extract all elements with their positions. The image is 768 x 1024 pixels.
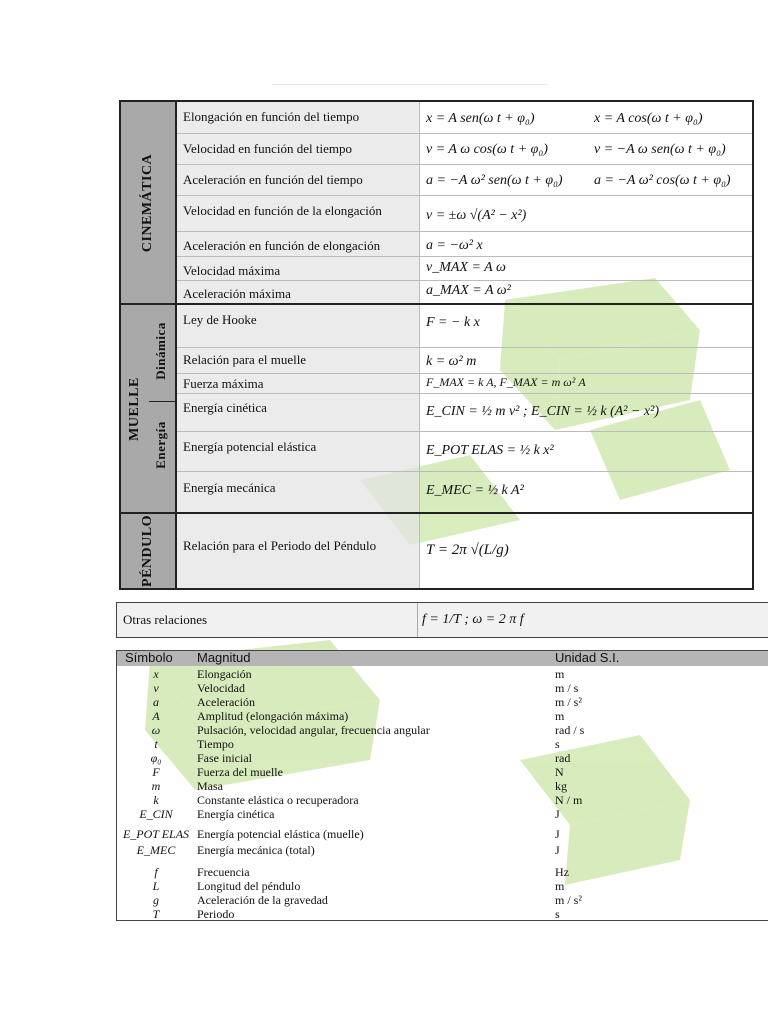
- symbol-row: [117, 681, 768, 695]
- row-label: Velocidad en función de la elongación: [183, 203, 382, 218]
- symbol-cell: E_POT ELAS: [122, 827, 190, 841]
- formula-row: [177, 374, 752, 394]
- symbol-row: [117, 793, 768, 807]
- unit-cell: s: [555, 907, 560, 921]
- formula-row: [177, 305, 752, 348]
- unit-cell: J: [555, 827, 560, 841]
- unit-cell: J: [555, 843, 560, 857]
- subsection-energia: Energía: [153, 421, 168, 469]
- magnitude-cell: Fase inicial: [197, 751, 252, 765]
- symbol-row: [117, 827, 768, 841]
- row-label: Energía cinética: [183, 400, 267, 415]
- row-label: Relación para el Periodo del Péndulo: [183, 538, 377, 553]
- magnitude-cell: Tiempo: [197, 737, 234, 751]
- other-relations: [116, 602, 768, 638]
- symbol-row: [117, 709, 768, 723]
- symbols-table: [116, 650, 768, 921]
- subsection-divider: [149, 401, 177, 402]
- unit-cell: rad: [555, 751, 571, 765]
- formula-row: [177, 394, 752, 432]
- row-label: Aceleración en función del tiempo: [183, 172, 363, 187]
- magnitude-cell: Pulsación, velocidad angular, frecuencia angular: [197, 723, 430, 737]
- symbol-cell: x: [153, 667, 159, 681]
- row-label: Aceleración en función de elongación: [183, 238, 381, 253]
- formula-alt: x = A cos(ω t + φ₀): [594, 111, 703, 126]
- symbol-cell: f: [154, 865, 158, 879]
- symbol-row: [117, 751, 768, 765]
- formula-row: [177, 102, 752, 134]
- formula: x = A sen(ω t + φ₀): [426, 111, 535, 126]
- section-pendulo: [121, 514, 752, 588]
- formula-row: [177, 472, 752, 512]
- magnitude-cell: Frecuencia: [197, 865, 250, 879]
- unit-cell: m / s²: [555, 893, 582, 907]
- formula: E_MEC = ½ k A²: [426, 483, 524, 498]
- formula-alt: v = −A ω sen(ω t + φ₀): [594, 142, 726, 157]
- magnitude-cell: Aceleración: [197, 695, 255, 709]
- formula: a = −ω² x: [426, 238, 483, 253]
- formula-row: [177, 281, 752, 303]
- symbol-row: [117, 865, 768, 879]
- row-label: Fuerza máxima: [183, 376, 264, 391]
- row-label: Energía potencial elástica: [183, 439, 317, 454]
- symbol-cell: F: [152, 765, 160, 779]
- unit-cell: kg: [555, 779, 567, 793]
- row-label: Velocidad máxima: [183, 263, 281, 278]
- header-magnitud: Magnitud: [197, 650, 251, 665]
- section-label: [121, 514, 177, 588]
- other-relations-label: Otras relaciones: [123, 612, 208, 627]
- magnitude-cell: Elongación: [197, 667, 252, 681]
- formula-row: [177, 134, 752, 165]
- unit-cell: s: [555, 737, 560, 751]
- symbol-cell: T: [152, 907, 160, 921]
- row-label: Relación para el muelle: [183, 352, 307, 367]
- magnitude-cell: Amplitud (elongación máxima): [197, 709, 349, 723]
- formula: F_MAX = k A, F_MAX = m ω² A: [426, 375, 586, 389]
- magnitude-cell: Aceleración de la gravedad: [197, 893, 328, 907]
- formula-row: [177, 348, 752, 374]
- unit-cell: m: [555, 667, 565, 681]
- symbol-row: [117, 907, 768, 921]
- header-rule: [272, 84, 548, 85]
- symbol-cell: t: [154, 737, 158, 751]
- other-relations-formula: f = 1/T ; ω = 2 π f: [422, 612, 524, 627]
- formula-alt: a = −A ω² cos(ω t + φ₀): [594, 173, 731, 188]
- magnitude-cell: Masa: [197, 779, 223, 793]
- symbol-row: [117, 893, 768, 907]
- row-label: Aceleración máxima: [183, 286, 291, 301]
- formula: v = A ω cos(ω t + φ₀): [426, 142, 548, 157]
- formula-row: [177, 514, 752, 588]
- section-label: [121, 102, 177, 303]
- symbol-cell: E_MEC: [136, 843, 176, 857]
- symbols-header: [117, 651, 768, 666]
- symbol-cell: m: [151, 779, 161, 793]
- row-label: Velocidad en función del tiempo: [183, 141, 352, 156]
- formula-row: [177, 432, 752, 472]
- formula-row: [177, 232, 752, 257]
- column-divider: [417, 603, 418, 637]
- section-cinematica: [121, 102, 752, 305]
- symbol-row: [117, 695, 768, 709]
- symbol-cell: φ₀: [150, 751, 162, 765]
- symbol-cell: ω: [151, 723, 161, 737]
- section-muelle: [121, 305, 752, 514]
- symbol-cell: k: [153, 793, 159, 807]
- subsection-dinamica: Dinámica: [153, 322, 168, 380]
- magnitude-cell: Longitud del péndulo: [197, 879, 301, 893]
- formula-row: [177, 257, 752, 281]
- symbol-row: [117, 765, 768, 779]
- symbol-cell: v: [153, 681, 159, 695]
- formula: F = − k x: [426, 315, 480, 330]
- magnitude-cell: Energía cinética: [197, 807, 275, 821]
- unit-cell: N / m: [555, 793, 583, 807]
- unit-cell: m: [555, 879, 565, 893]
- formula: v = ±ω √(A² − x²): [426, 208, 527, 223]
- formula: a_MAX = A ω²: [426, 283, 511, 298]
- section-label: [121, 305, 177, 512]
- magnitude-cell: Velocidad: [197, 681, 245, 695]
- symbol-cell: g: [153, 893, 159, 907]
- formula-table: [119, 100, 754, 590]
- row-label: Elongación en función del tiempo: [183, 109, 360, 124]
- row-label: Energía mecánica: [183, 480, 276, 495]
- unit-cell: m: [555, 709, 565, 723]
- symbol-row: [117, 843, 768, 857]
- magnitude-cell: Energía mecánica (total): [197, 843, 315, 857]
- symbol-row: [117, 807, 768, 821]
- formula: E_POT ELAS = ½ k x²: [426, 443, 554, 458]
- symbol-row: [117, 667, 768, 681]
- symbol-cell: E_CIN: [139, 807, 173, 821]
- formula: T = 2π √(L/g): [426, 542, 509, 558]
- formula: E_CIN = ½ m v² ; E_CIN = ½ k (A² − x²): [426, 404, 660, 419]
- symbol-row: [117, 779, 768, 793]
- magnitude-cell: Periodo: [197, 907, 235, 921]
- formula-row: [177, 196, 752, 232]
- symbol-cell: L: [152, 879, 160, 893]
- symbol-row: [117, 737, 768, 751]
- symbol-cell: a: [153, 695, 159, 709]
- magnitude-cell: Energía potencial elástica (muelle): [197, 827, 364, 841]
- formula: a = −A ω² sen(ω t + φ₀): [426, 173, 563, 188]
- row-label: Ley de Hooke: [183, 312, 257, 327]
- formula-row: [177, 165, 752, 196]
- symbol-row: [117, 723, 768, 737]
- magnitude-cell: Constante elástica o recuperadora: [197, 793, 359, 807]
- symbol-row: [117, 879, 768, 893]
- formula: k = ω² m: [426, 354, 477, 369]
- unit-cell: N: [555, 765, 564, 779]
- unit-cell: m / s: [555, 681, 579, 695]
- magnitude-cell: Fuerza del muelle: [197, 765, 283, 779]
- symbol-cell: A: [152, 709, 160, 723]
- unit-cell: rad / s: [555, 723, 585, 737]
- header-unidad: Unidad S.I.: [555, 650, 620, 665]
- section-title-pendulo: PÉNDULO: [140, 515, 155, 587]
- unit-cell: Hz: [555, 865, 569, 879]
- unit-cell: m / s²: [555, 695, 582, 709]
- section-title-muelle: MUELLE: [127, 376, 142, 441]
- header-simbolo: Símbolo: [125, 650, 173, 665]
- unit-cell: J: [555, 807, 560, 821]
- section-title-cinematica: CINEMÁTICA: [140, 153, 155, 252]
- formula: v_MAX = A ω: [426, 260, 506, 275]
